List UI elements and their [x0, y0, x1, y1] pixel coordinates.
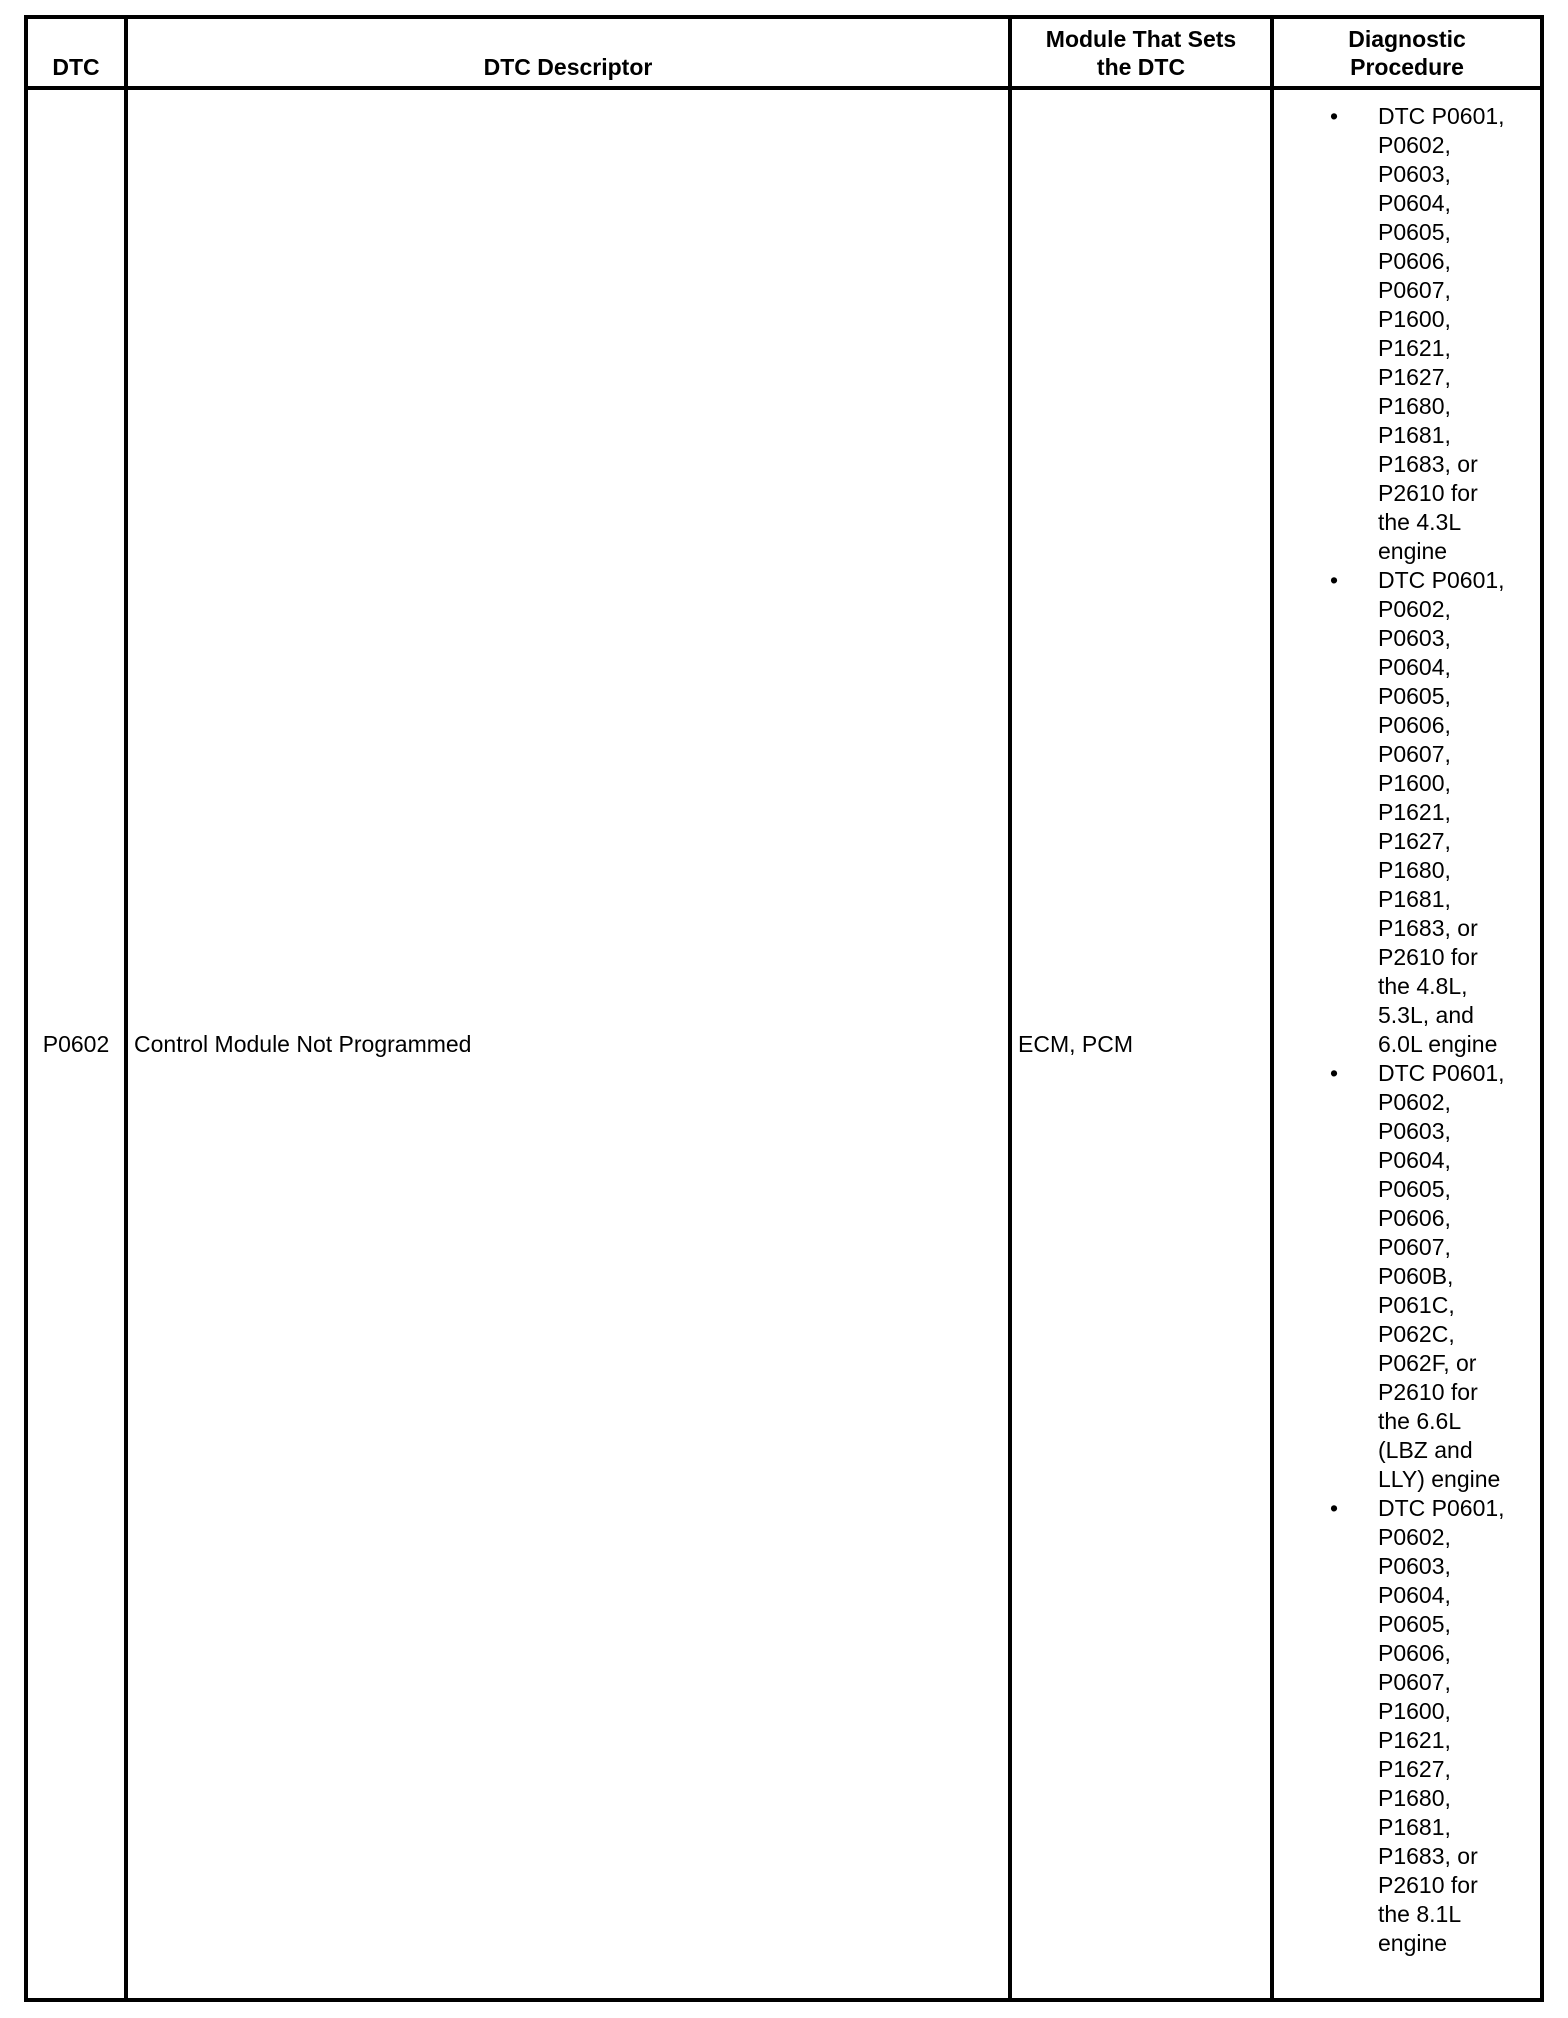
- header-row: [26, 17, 1542, 88]
- procedure-line: P2610 for: [1378, 1872, 1478, 1898]
- procedure-line: P1600,: [1378, 1698, 1451, 1724]
- dtc-code: P0602: [26, 88, 126, 2000]
- procedure-line: P1627,: [1378, 828, 1451, 854]
- procedure-line: P0605,: [1378, 219, 1451, 245]
- bullet-icon: •: [1330, 1495, 1339, 1521]
- procedure-line: P062F, or: [1378, 1350, 1477, 1376]
- procedure-line: P0602,: [1378, 1524, 1451, 1550]
- procedure-line: P0602,: [1378, 132, 1451, 158]
- procedure-item: [1274, 566, 1540, 1059]
- procedure-line: engine: [1378, 538, 1448, 564]
- procedure-line: P0606,: [1378, 1640, 1451, 1666]
- procedure-line: engine: [1378, 1930, 1448, 1956]
- procedure-line: P0605,: [1378, 1176, 1451, 1202]
- diagnostic-procedure-cell: [1272, 88, 1542, 2000]
- procedure-line: P1680,: [1378, 1785, 1451, 1811]
- procedure-item: [1274, 1059, 1540, 1494]
- procedure-line: P2610 for: [1378, 944, 1478, 970]
- procedure-line: P0604,: [1378, 1582, 1451, 1608]
- procedure-line: P0603,: [1378, 1553, 1451, 1579]
- procedure-line: the 4.8L,: [1378, 973, 1468, 999]
- procedure-line: the 8.1L: [1378, 1901, 1462, 1927]
- table-row: [26, 88, 1542, 2000]
- procedure-line: P2610 for: [1378, 1379, 1478, 1405]
- procedure-line: P061C,: [1378, 1292, 1455, 1318]
- procedure-line: P0607,: [1378, 741, 1451, 767]
- procedure-line: P0604,: [1378, 1147, 1451, 1173]
- procedure-item: [1274, 1494, 1540, 1958]
- procedure-line: P1627,: [1378, 1756, 1451, 1782]
- procedure-line: P0603,: [1378, 161, 1451, 187]
- procedure-line: P062C,: [1378, 1321, 1455, 1347]
- procedure-line: P0607,: [1378, 1669, 1451, 1695]
- procedure-line: P1600,: [1378, 770, 1451, 796]
- header-procedure: [1272, 17, 1542, 88]
- procedure-line: P0606,: [1378, 1205, 1451, 1231]
- bullet-icon: •: [1330, 1060, 1339, 1086]
- header-descriptor: DTC Descriptor: [126, 17, 1010, 88]
- procedure-line: DTC P0601,: [1378, 103, 1505, 129]
- bullet-icon: •: [1330, 567, 1339, 593]
- procedure-line: P0606,: [1378, 248, 1451, 274]
- procedure-line: P1621,: [1378, 799, 1451, 825]
- procedure-line: P2610 for: [1378, 480, 1478, 506]
- procedure-line: P0607,: [1378, 277, 1451, 303]
- procedure-line: the 6.6L: [1378, 1408, 1462, 1434]
- procedure-line: P1621,: [1378, 1727, 1451, 1753]
- procedure-line: P1681,: [1378, 422, 1451, 448]
- procedure-line: P1681,: [1378, 1814, 1451, 1840]
- procedure-line: P1680,: [1378, 393, 1451, 419]
- header-procedure-line: Diagnostic: [1348, 26, 1466, 52]
- dtc-descriptor: Control Module Not Programmed: [126, 88, 1010, 2000]
- header-dtc: DTC: [26, 17, 126, 88]
- procedure-line: P0602,: [1378, 1089, 1451, 1115]
- bullet-icon: •: [1330, 103, 1339, 129]
- procedure-line: P0602,: [1378, 596, 1451, 622]
- procedure-line: P1680,: [1378, 857, 1451, 883]
- procedure-line: P1621,: [1378, 335, 1451, 361]
- procedure-line: P0605,: [1378, 683, 1451, 709]
- header-module-line: the DTC: [1096, 54, 1186, 80]
- procedure-line: P0604,: [1378, 654, 1451, 680]
- dtc-table: [24, 15, 1544, 2002]
- procedure-line: 5.3L, and: [1378, 1002, 1474, 1028]
- procedure-line: DTC P0601,: [1378, 567, 1505, 593]
- procedure-line: P1600,: [1378, 306, 1451, 332]
- header-module-line: Module That Sets: [1045, 26, 1237, 52]
- procedure-line: P1683, or: [1378, 915, 1478, 941]
- procedure-line: P0607,: [1378, 1234, 1451, 1260]
- procedure-line: DTC P0601,: [1378, 1060, 1505, 1086]
- procedure-item: [1274, 102, 1540, 566]
- procedure-line: P1681,: [1378, 886, 1451, 912]
- procedure-line: P060B,: [1378, 1263, 1454, 1289]
- procedure-line: P0604,: [1378, 190, 1451, 216]
- procedure-line: P0603,: [1378, 1118, 1451, 1144]
- header-module: [1010, 17, 1272, 88]
- procedure-line: P0606,: [1378, 712, 1451, 738]
- procedure-line: the 4.3L: [1378, 509, 1462, 535]
- procedure-line: DTC P0601,: [1378, 1495, 1505, 1521]
- procedure-list: [1274, 102, 1540, 1958]
- procedure-line: P0603,: [1378, 625, 1451, 651]
- procedure-line: P1627,: [1378, 364, 1451, 390]
- procedure-line: P1683, or: [1378, 451, 1478, 477]
- procedure-line: LLY) engine: [1378, 1466, 1501, 1492]
- procedure-line: (LBZ and: [1378, 1437, 1473, 1463]
- module-name: ECM, PCM: [1010, 88, 1272, 2000]
- procedure-line: 6.0L engine: [1378, 1031, 1498, 1057]
- procedure-line: P0605,: [1378, 1611, 1451, 1637]
- procedure-line: P1683, or: [1378, 1843, 1478, 1869]
- header-procedure-line: Procedure: [1350, 54, 1464, 80]
